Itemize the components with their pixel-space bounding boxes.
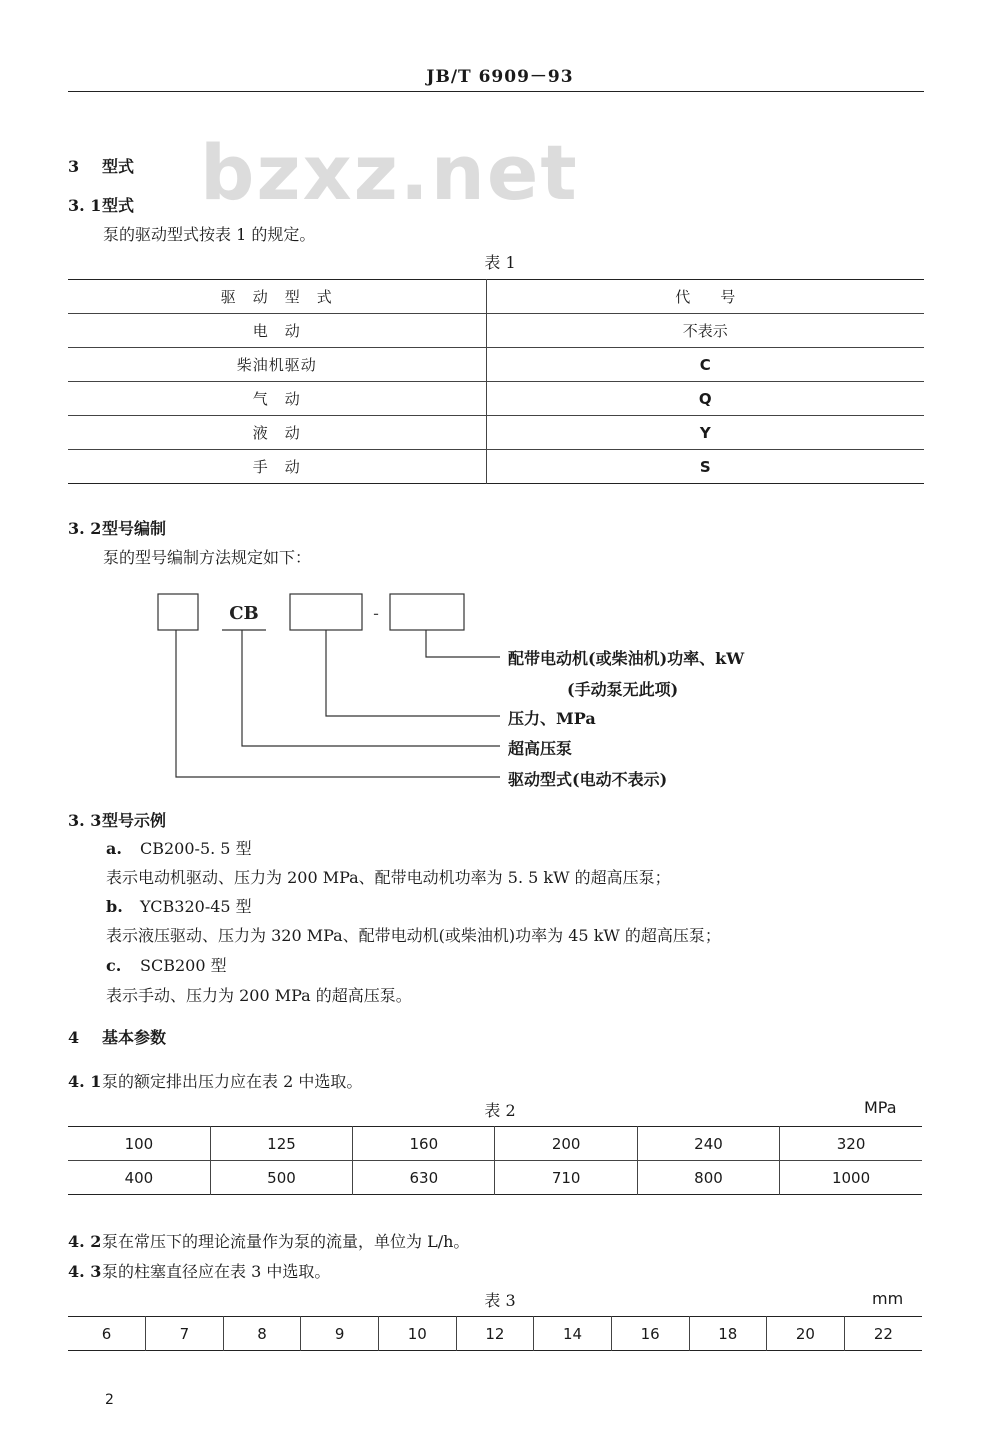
diagram-label-drive: 驱动型式(电动不表示) [508, 770, 668, 789]
table-cell: 10 [379, 1317, 457, 1351]
power-box [390, 594, 464, 630]
model-code: YCB320-45 型 [140, 897, 252, 916]
diagram-label-cb: 超高压泵 [508, 739, 573, 758]
section-3-2-text: 泵的型号编制方法规定如下： [103, 548, 312, 567]
table-3-caption: 表 3 [484, 1291, 516, 1310]
section-number: 3. 1 [68, 196, 102, 215]
example-b-model [106, 894, 252, 917]
diagram-label-pressure: 压力、MPa [508, 709, 596, 728]
leader-line-cb [242, 630, 500, 746]
section-3-3-heading [68, 808, 166, 831]
table-cell: 200 [495, 1127, 637, 1161]
table-cell: 400 [68, 1161, 210, 1195]
leader-line-pressure [326, 630, 500, 716]
table-cell: C [486, 348, 924, 382]
section-4-heading [68, 1025, 166, 1048]
table-cell: 14 [534, 1317, 612, 1351]
table-cell: 9 [301, 1317, 379, 1351]
watermark: bzxz.net [200, 128, 579, 217]
table-cell: Q [486, 382, 924, 416]
page-number: 2 [105, 1392, 114, 1408]
table-3 [68, 1316, 922, 1351]
diagram-label-power-note: (手动泵无此项) [567, 680, 679, 699]
table-cell: 6 [68, 1317, 146, 1351]
section-text: 泵在常压下的理论流量作为泵的流量，单位为 L/h。 [102, 1232, 470, 1251]
table-cell: 240 [637, 1127, 779, 1161]
section-number: 4. 1 [68, 1072, 102, 1091]
section-3-1-text: 泵的驱动型式按表 1 的规定。 [103, 225, 316, 244]
drive-type-box [158, 594, 198, 630]
table-2-unit: MPa [864, 1098, 897, 1117]
dash-symbol: - [373, 604, 379, 623]
section-title: 基本参数 [102, 1028, 167, 1047]
model-code: CB200-5. 5 型 [140, 839, 252, 858]
example-b-desc: 表示液压驱动、压力为 320 MPa、配带电动机(或柴油机)功率为 45 kW 的超高压泵； [106, 926, 721, 945]
table-cell: 22 [873, 1324, 893, 1343]
section-4-2 [68, 1229, 469, 1252]
table-cell: 320 [780, 1127, 922, 1161]
table-cell: 800 [637, 1161, 779, 1195]
model-code: SCB200 型 [140, 956, 227, 975]
section-title: 型式 [102, 157, 135, 176]
table-cell: 柴油机驱动 [68, 348, 486, 382]
example-c-desc: 表示手动、压力为 200 MPa 的超高压泵。 [106, 986, 412, 1005]
table-row [68, 1127, 922, 1161]
table-1-caption: 表 1 [484, 253, 516, 272]
section-number: 3 [68, 157, 80, 176]
document-header: JB/T 6909－93 [426, 67, 574, 87]
table-2 [68, 1126, 922, 1195]
list-marker: a. [106, 839, 122, 858]
table-cell: 7 [146, 1317, 224, 1351]
section-text: 泵的额定排出压力应在表 2 中选取。 [102, 1072, 363, 1091]
pressure-box [290, 594, 362, 630]
list-marker: c. [106, 956, 122, 975]
table-cell: 18 [689, 1317, 767, 1351]
table-cell: 液 动 [68, 416, 486, 450]
example-a-model [106, 836, 252, 859]
table-cell: 1000 [831, 1168, 871, 1187]
diagram-label-power: 配带电动机(或柴油机)功率、kW [508, 649, 745, 668]
table-cell: 电 动 [68, 314, 486, 348]
table-cell: 16 [611, 1317, 689, 1351]
table-2-caption: 表 2 [484, 1101, 516, 1120]
leader-line-drive [176, 630, 500, 777]
section-title: 型式 [102, 196, 135, 215]
table-cell: 12 [456, 1317, 534, 1351]
leader-line-power [426, 630, 500, 657]
example-a-desc: 表示电动机驱动、压力为 200 MPa、配带电动机功率为 5. 5 kW 的超高压泵； [106, 868, 671, 887]
list-marker: b. [106, 897, 123, 916]
table-cell: 8 [223, 1317, 301, 1351]
section-number: 3. 2 [68, 519, 102, 538]
table-cell: Y [486, 416, 924, 450]
table-cell: 160 [353, 1127, 495, 1161]
table-header-cell: 驱 动 型 式 [68, 280, 486, 314]
section-text: 泵的柱塞直径应在表 3 中选取。 [102, 1262, 331, 1281]
table-cell: 手 动 [68, 450, 486, 484]
table-cell: 630 [353, 1161, 495, 1195]
section-number: 4. 3 [68, 1262, 102, 1281]
table-cell: 100 [68, 1127, 210, 1161]
example-c-model [106, 953, 227, 976]
table-cell: 710 [495, 1161, 637, 1195]
table-cell: 不表示 [486, 314, 924, 348]
table-row [68, 1317, 922, 1351]
table-cell: S [699, 457, 711, 476]
section-number: 4. 2 [68, 1232, 102, 1251]
table-cell: 气 动 [68, 382, 486, 416]
table-row [68, 1161, 922, 1195]
section-4-3 [68, 1259, 330, 1282]
section-number: 4 [68, 1028, 80, 1047]
table-cell: 125 [210, 1127, 352, 1161]
table-cell: 500 [210, 1161, 352, 1195]
section-title: 型号示例 [102, 811, 167, 830]
table-header-cell: 代 号 [486, 280, 924, 314]
table-3-unit: mm [872, 1289, 904, 1308]
section-4-1 [68, 1069, 362, 1092]
section-number: 3. 3 [68, 811, 102, 830]
cb-label: CB [229, 603, 259, 624]
table-cell: 20 [767, 1317, 845, 1351]
section-title: 型号编制 [102, 519, 167, 538]
